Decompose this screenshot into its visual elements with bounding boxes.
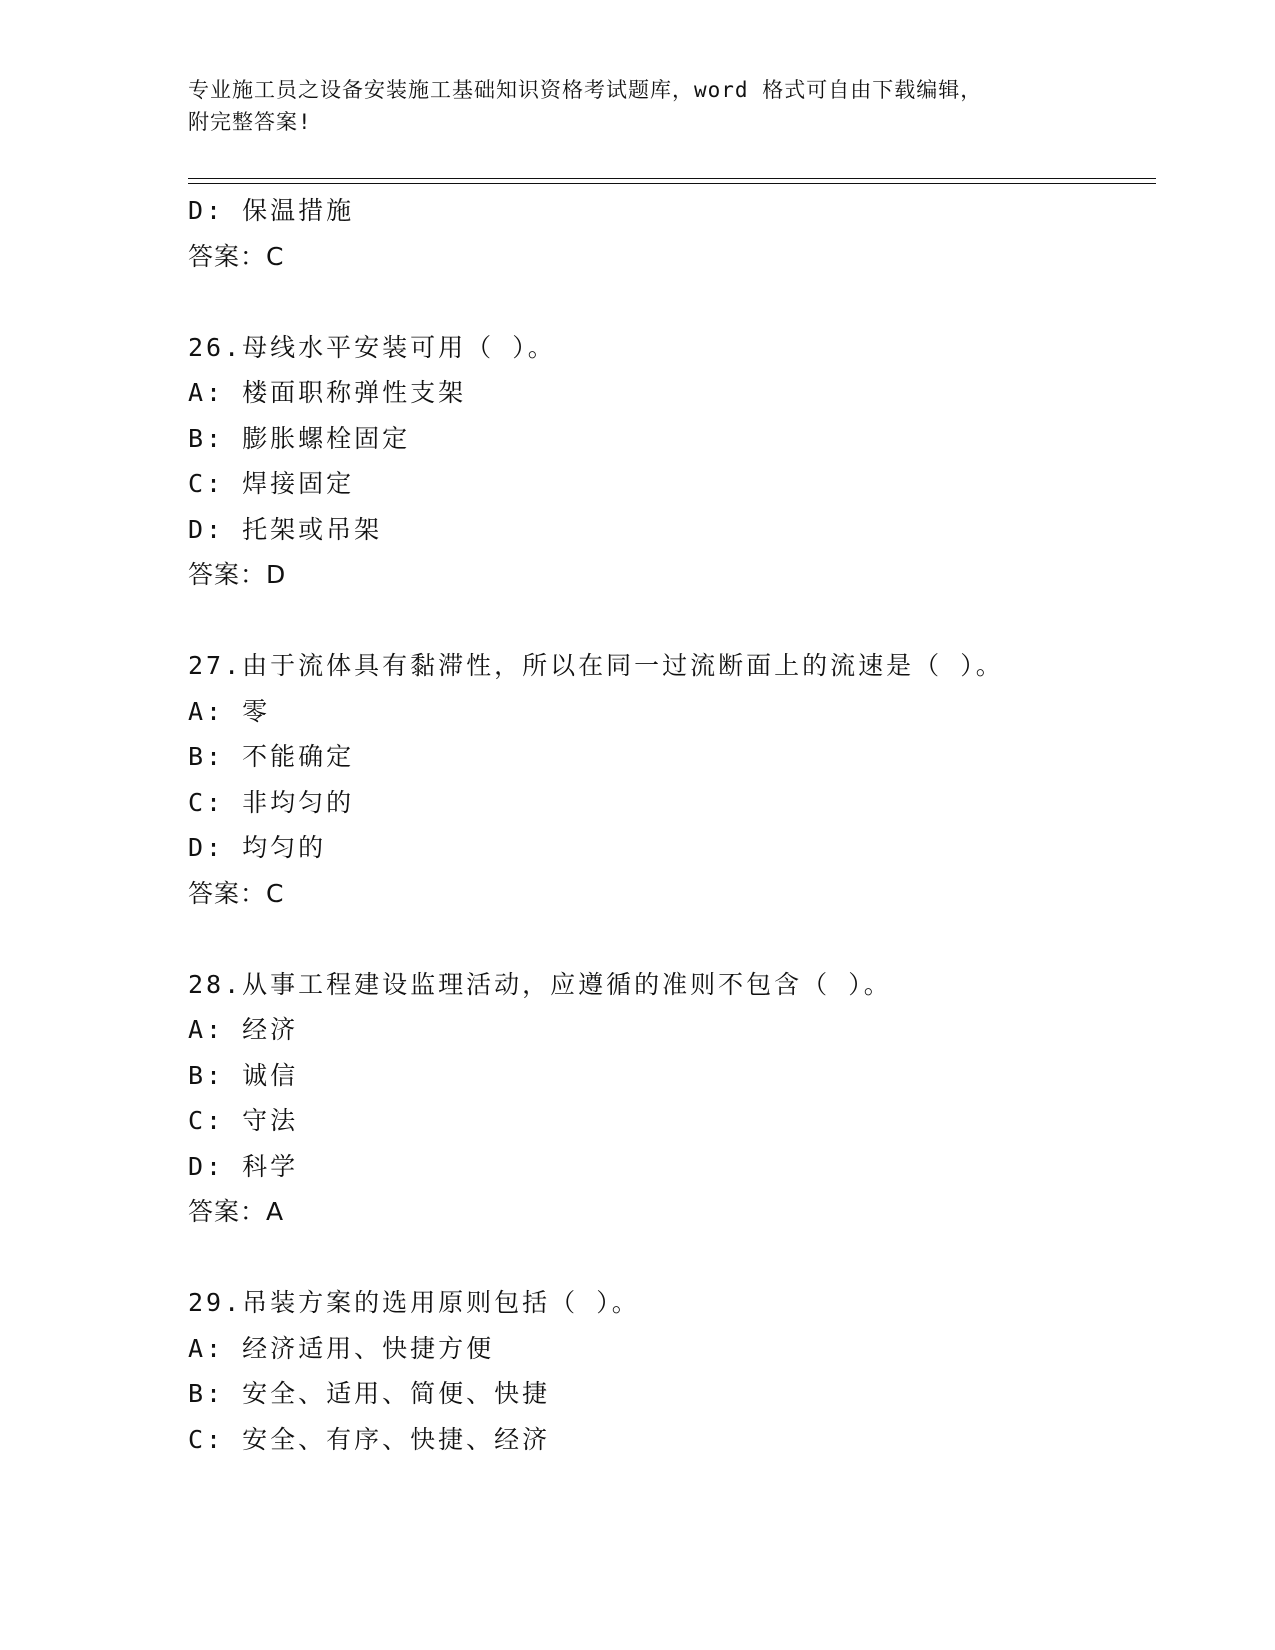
option-c: C: 非均匀的 [188,787,355,817]
answer: 答案：C [188,878,285,908]
question-block-28 [188,962,1148,1235]
question-list [188,188,1148,1462]
option-a: A: 经济适用、快捷方便 [188,1333,495,1363]
question-block-26 [188,325,1148,598]
answer-prev: 答案：C [188,241,285,271]
option-d: D: 托架或吊架 [188,514,383,544]
option-a: A: 零 [188,696,271,726]
option-c: C: 守法 [188,1106,299,1135]
option-b: B: 膨胀螺栓固定 [188,423,411,453]
spacer [188,598,1148,644]
header-divider-bottom [188,183,1156,184]
option-c: C: 安全、有序、快捷、经济 [188,1424,551,1454]
option-c: C: 焊接固定 [188,469,355,498]
spacer [188,279,1148,325]
spacer [188,1235,1148,1281]
spacer [188,916,1148,962]
option-b: B: 不能确定 [188,742,355,771]
answer: 答案：D [188,560,287,589]
option-b: B: 诚信 [188,1060,299,1090]
question-text: 27.由于流体具有黏滞性，所以在同一过流断面上的流速是（ ）。 [188,651,1004,680]
option-a: A: 楼面职称弹性支架 [188,378,467,407]
question-text: 28.从事工程建设监理活动，应遵循的准则不包含（ ）。 [188,969,892,999]
page-header [188,74,1088,138]
question-block-29 [188,1280,1148,1462]
option-d: D: 科学 [188,1151,299,1181]
option-d: D: 均匀的 [188,833,327,862]
header-line-1: 专业施工员之设备安装施工基础知识资格考试题库，word 格式可自由下载编辑， [188,78,983,102]
question-text: 26.母线水平安装可用（ ）。 [188,332,556,362]
answer: 答案：A [188,1197,285,1226]
question-text: 29.吊装方案的选用原则包括（ ）。 [188,1288,640,1317]
header-line-2: 附完整答案! [188,110,312,134]
option-d-prev: D: 保温措施 [188,196,355,225]
header-divider-top [188,178,1156,179]
option-a: A: 经济 [188,1015,299,1044]
option-b: B: 安全、适用、简便、快捷 [188,1379,551,1408]
question-block-27 [188,643,1148,916]
